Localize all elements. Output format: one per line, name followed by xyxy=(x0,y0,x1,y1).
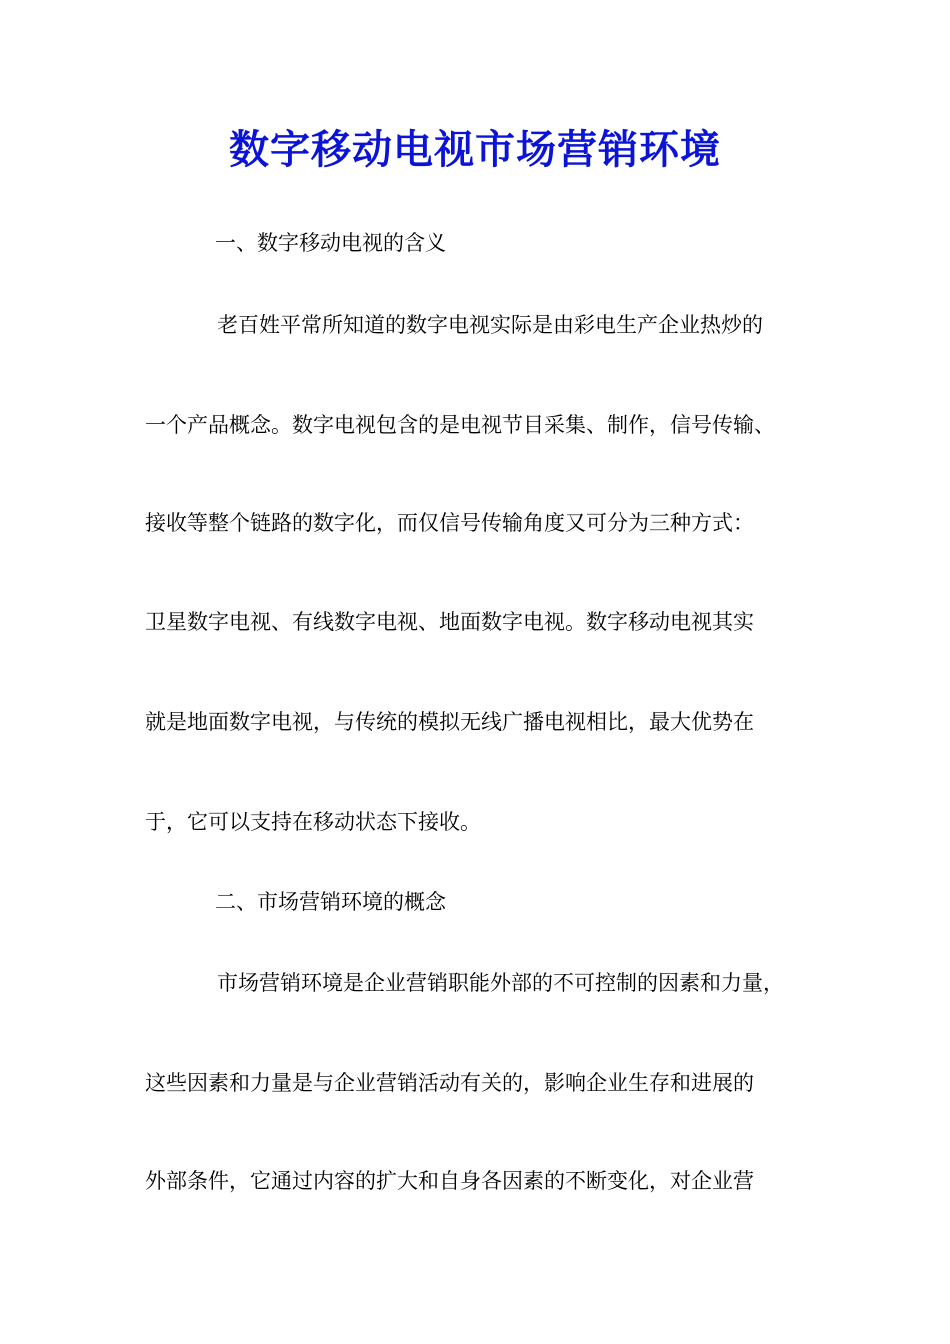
section1-line-6: 于，它可以支持在移动状态下接收。 xyxy=(145,810,481,834)
section2-line-3: 外部条件，它通过内容的扩大和自身各因素的不断变化，对企业营 xyxy=(145,1169,754,1193)
section1-line-2: 一个产品概念。数字电视包含的是电视节目采集、制作，信号传输、 xyxy=(145,413,775,437)
section1-line-3: 接收等整个链路的数字化，而仅信号传输角度又可分为三种方式： xyxy=(145,511,754,535)
document-title: 数字移动电视市场营销环境 xyxy=(229,126,721,173)
section1-line-4: 卫星数字电视、有线数字电视、地面数字电视。数字移动电视其实 xyxy=(145,610,754,634)
section2-heading: 二、市场营销环境的概念 xyxy=(215,890,446,914)
section1-line-1: 老百姓平常所知道的数字电视实际是由彩电生产企业热炒的 xyxy=(217,313,763,337)
section1-line-5: 就是地面数字电视，与传统的模拟无线广播电视相比，最大优势在 xyxy=(145,710,754,734)
section2-line-1: 市场营销环境是企业营销职能外部的不可控制的因素和力量， xyxy=(217,971,784,995)
section2-line-2: 这些因素和力量是与企业营销活动有关的，影响企业生存和进展的 xyxy=(145,1071,754,1095)
section1-heading: 一、数字移动电视的含义 xyxy=(215,231,446,255)
